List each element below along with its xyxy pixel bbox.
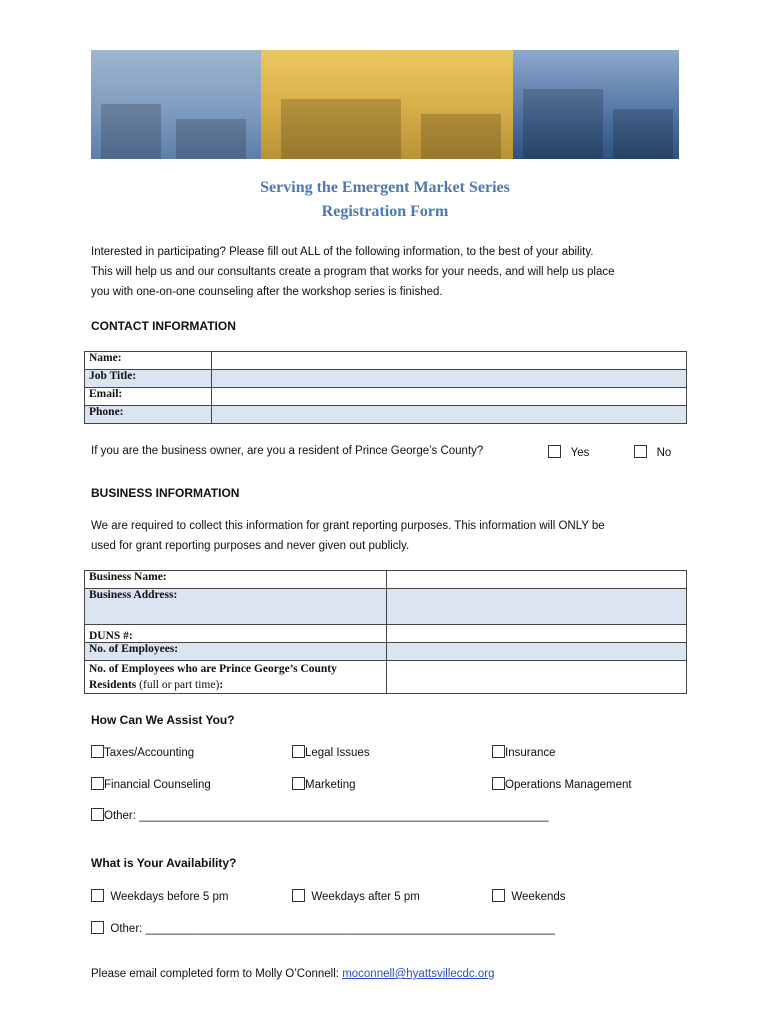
assist-option-taxes[interactable] (91, 745, 194, 759)
phone-field[interactable] (212, 406, 687, 424)
assist-label: Taxes/Accounting (104, 747, 195, 759)
business-note-line: used for grant reporting purposes and never given out publicly. (91, 540, 410, 552)
job-title-field[interactable] (212, 370, 687, 388)
name-label: Name: (85, 352, 212, 370)
assist-option-operations[interactable] (492, 777, 632, 791)
business-address-label: Business Address: (85, 589, 387, 625)
header-banner-image (91, 50, 679, 159)
assist-other-label: Other: ________________________________________________________________ (104, 810, 549, 822)
assist-option-marketing[interactable] (292, 777, 356, 791)
employees-field[interactable] (387, 643, 687, 661)
employees-label: No. of Employees: (85, 643, 387, 661)
assist-option-financial[interactable] (91, 777, 211, 791)
assist-heading: How Can We Assist You? (91, 713, 235, 727)
business-note-line: We are required to collect this information for grant reporting purposes. This information will ONLY be (91, 520, 605, 532)
checkbox-icon[interactable] (492, 745, 505, 758)
checkbox-icon[interactable] (492, 889, 505, 902)
pg-residents-label (85, 661, 387, 694)
availability-label: Weekdays before 5 pm (110, 891, 229, 903)
checkbox-icon[interactable] (91, 808, 104, 821)
pg-residents-field[interactable] (387, 661, 687, 694)
checkbox-icon[interactable] (292, 889, 305, 902)
availability-label: Weekdays after 5 pm (311, 891, 420, 903)
business-name-field[interactable] (387, 571, 687, 589)
name-field[interactable] (212, 352, 687, 370)
email-field[interactable] (212, 388, 687, 406)
business-address-field[interactable] (387, 589, 687, 625)
intro-line: Interested in participating? Please fill out ALL of the following information, to the best of your ability. (91, 246, 594, 258)
business-table (84, 570, 687, 694)
resident-no-option[interactable] (634, 445, 671, 459)
checkbox-icon[interactable] (292, 745, 305, 758)
intro-paragraph (91, 242, 691, 302)
title-line-1: Serving the Emergent Market Series (260, 179, 510, 196)
assist-label: Financial Counseling (104, 779, 211, 791)
banner-photo-storefront (261, 50, 513, 159)
assist-option-other[interactable] (91, 808, 548, 822)
checkbox-no[interactable] (634, 445, 647, 458)
banner-photo-shops (513, 50, 679, 159)
assist-label: Operations Management (505, 779, 632, 791)
contact-table (84, 351, 687, 424)
form-title (0, 176, 770, 224)
assist-option-legal[interactable] (292, 745, 370, 759)
availability-heading: What is Your Availability? (91, 856, 237, 870)
pg-residents-label-bold: Residents (89, 679, 137, 691)
assist-label: Insurance (505, 747, 556, 759)
email-label: Email: (85, 388, 212, 406)
footer-line (91, 968, 494, 980)
intro-line: you with one-on-one counseling after the workshop series is finished. (91, 286, 443, 298)
yes-label: Yes (570, 447, 590, 459)
resident-yes-option[interactable] (548, 445, 589, 459)
footer-text: Please email completed form to Molly O’Connell: (91, 968, 343, 980)
email-link[interactable]: moconnell@hyattsvillecdc.org (342, 968, 495, 980)
banner-photo-street (91, 50, 261, 159)
pg-residents-label-line1: No. of Employees who are Prince George’s County (89, 663, 337, 675)
duns-label: DUNS #: (85, 625, 387, 643)
pg-residents-label-colon: : (219, 679, 224, 691)
business-note (91, 516, 691, 556)
availability-option-after5[interactable] (292, 889, 420, 903)
business-name-label: Business Name: (85, 571, 387, 589)
checkbox-icon[interactable] (292, 777, 305, 790)
assist-label: Legal Issues (305, 747, 370, 759)
intro-line: This will help us and our consultants create a program that works for your needs, and will help us place (91, 266, 615, 278)
checkbox-icon[interactable] (91, 777, 104, 790)
business-heading: BUSINESS INFORMATION (91, 486, 240, 500)
checkbox-icon[interactable] (91, 921, 104, 934)
title-line-2: Registration Form (321, 203, 449, 220)
phone-label: Phone: (85, 406, 212, 424)
availability-label: Weekends (511, 891, 566, 903)
checkbox-icon[interactable] (492, 777, 505, 790)
assist-label: Marketing (305, 779, 356, 791)
availability-option-other[interactable] (91, 921, 555, 935)
assist-option-insurance[interactable] (492, 745, 556, 759)
pg-residents-label-paren: (full or part time) (136, 679, 220, 691)
availability-option-before5[interactable] (91, 889, 228, 903)
resident-question: If you are the business owner, are you a resident of Prince George’s County? (91, 445, 484, 457)
duns-field[interactable] (387, 625, 687, 643)
checkbox-icon[interactable] (91, 745, 104, 758)
checkbox-icon[interactable] (91, 889, 104, 902)
no-label: No (656, 447, 672, 459)
contact-heading: CONTACT INFORMATION (91, 319, 236, 333)
checkbox-yes[interactable] (548, 445, 561, 458)
job-title-label: Job Title: (85, 370, 212, 388)
availability-other-label: Other: ________________________________________________________________ (110, 923, 555, 935)
availability-option-weekends[interactable] (492, 889, 566, 903)
